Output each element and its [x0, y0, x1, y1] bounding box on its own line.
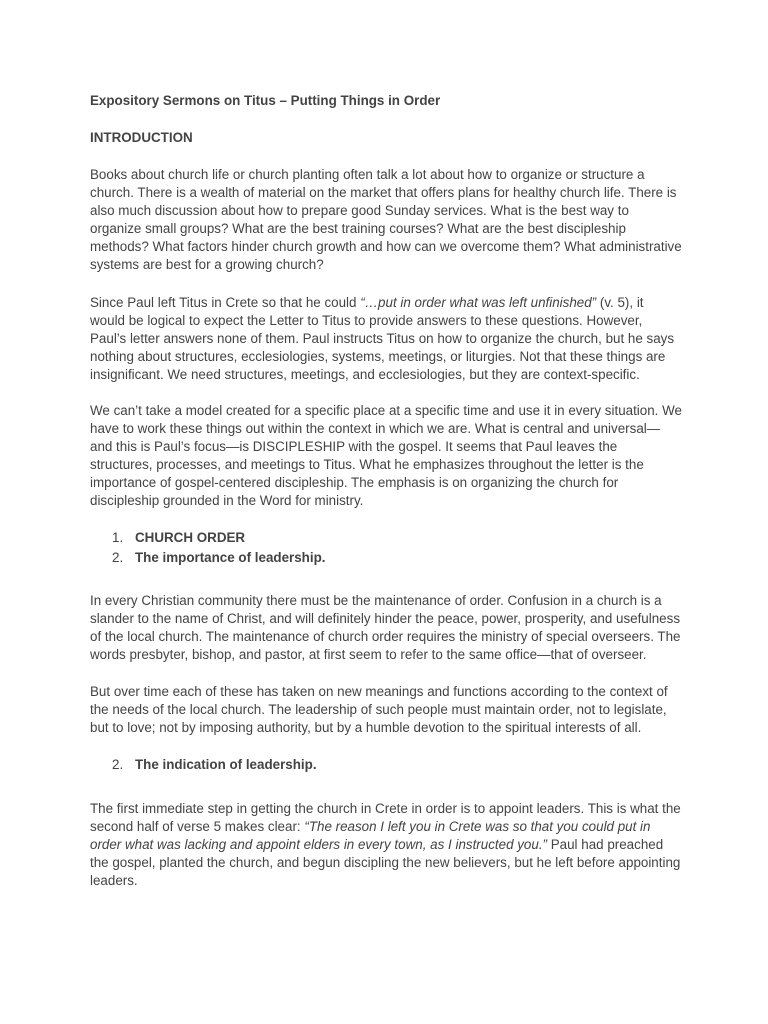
- paragraph-church-life: Books about church life or church planting often talk a lot about how to organize or structure a church. There is a wealth of material on the market that offers plans for healthy church life. There is also much discussion about how to prepare good Sunday services. What is the best way to organize small groups? What are the best training courses? What are the best discipleship methods? What factors hinder church growth and how can we overcome them? What administrative systems are best for a growing church?: [90, 167, 682, 272]
- outline-list: [90, 529, 682, 569]
- paragraph-paul-left-titus: [90, 294, 682, 384]
- list-item-label: The importance of leadership.: [135, 550, 326, 565]
- list-item: [90, 549, 682, 569]
- paragraph-leadership-meanings: But over time each of these has taken on new meanings and functions according to the context of the needs of the local church. The leadership of such people must maintain order, not to legislate, but to love; not by imposing authority, but by a humble devotion to the spiritual interests of all.: [90, 684, 668, 735]
- scripture-quote: “…put in order what was left unfinished”: [360, 295, 597, 310]
- document-title: Expository Sermons on Titus – Putting Things in Order: [90, 93, 441, 108]
- list-item-label: CHURCH ORDER: [135, 530, 246, 545]
- outline-list: [90, 756, 682, 776]
- paragraph-text: (v. 5), it would be logical to expect the Letter to Titus to provide answers to these questions. However, Paul’s letter answers none of them. Paul instructs Titus on how to organize the church, but he says nothing about structures, ecclesiologies, systems, meetings, or liturgies. Not that these things are insignificant. We need structures, meetings, and ecclesiologies, but they are context-specific.: [90, 295, 675, 382]
- introduction-heading: INTRODUCTION: [90, 130, 193, 145]
- list-item-label: The indication of leadership.: [135, 757, 317, 772]
- paragraph-text: Since Paul left Titus in Crete so that he could: [90, 295, 361, 310]
- paragraph-text: Paul had preached the gospel, planted the church, and begun discipling the new believers, but he left before appointing leaders.: [90, 837, 681, 888]
- paragraph-appoint-leaders: [90, 800, 682, 890]
- list-item-number: 2.: [112, 550, 124, 565]
- scripture-quote: “The reason I left you in Crete was so that you could put in order what was lacking and appoint elders in every town, as I instructed you.”: [90, 819, 651, 852]
- list-item: [90, 529, 682, 549]
- paragraph-model-context: We can’t take a model created for a specific place at a specific time and use it in every situation. We have to work these things out within the context in which we are. What is central and universal—and this is Paul’s focus—is DISCIPLESHIP with the gospel. It seems that Paul leaves the structures, processes, and meetings to Titus. What he emphasizes throughout the letter is the importance of gospel-centered discipleship. The emphasis is on organizing the church for discipleship grounded in the Word for ministry.: [90, 403, 682, 508]
- paragraph-church-order: In every Christian community there must be the maintenance of order. Confusion in a church is a slander to the name of Christ, and will definitely hinder the peace, power, prosperity, and usefulness of the local church. The maintenance of church order requires the ministry of special overseers. The words presbyter, bishop, and pastor, at first seem to refer to the same office—that of overseer.: [90, 593, 681, 662]
- paragraph-text: The first immediate step in getting the church in Crete in order is to appoint leaders. This is what the second half of verse 5 makes clear:: [90, 801, 681, 834]
- list-item-number: 2.: [112, 757, 124, 772]
- list-item-number: 1.: [112, 530, 124, 545]
- list-item: [90, 756, 682, 776]
